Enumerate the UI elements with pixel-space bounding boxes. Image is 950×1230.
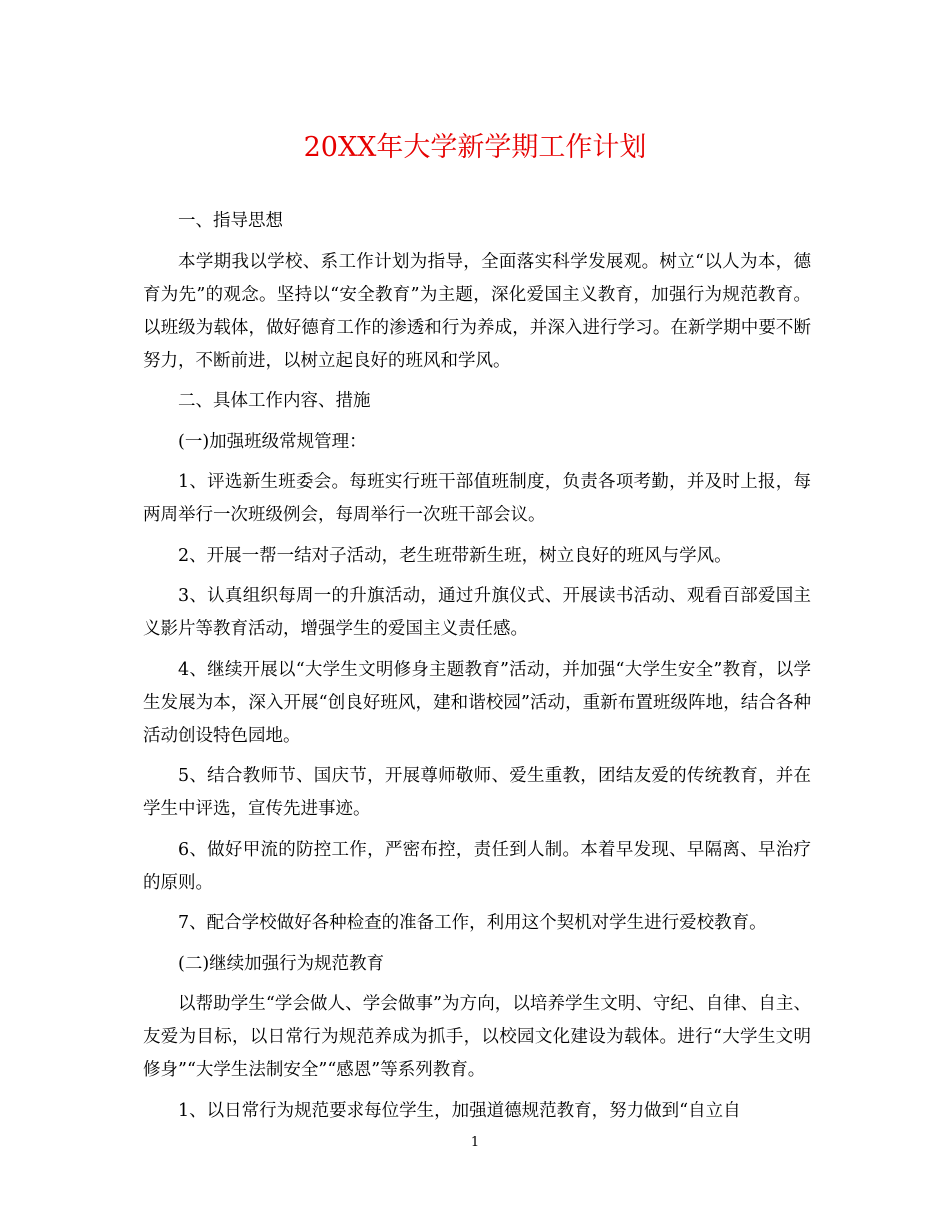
list-item: 6、做好甲流的防控工作，严密布控，责任到人制。本着早发现、早隔离、早治疗的原则。	[143, 839, 811, 893]
list-item: 7、配合学校做好各种检查的准备工作，利用这个契机对学生进行爱校教育。	[178, 913, 767, 933]
list-item: 3、认真组织每周一的升旗活动，通过升旗仪式、开展读书活动、观看百部爱国主义影片等教育活动，增强学生的爱国主义责任感。	[143, 586, 811, 639]
document-body	[143, 205, 811, 1135]
subsection-heading-behavior-education: (二)继续加强行为规范教育	[178, 953, 385, 974]
paragraph: 本学期我以学校、系工作计划为指导，全面落实科学发展观。树立“以人为本，德育为先”的观念。坚持以“安全教育”为主题，深化爱国主义教育，加强行为规范教育。以班级为载体，做好德育工作的渗透和行为养成，并深入进行学习。在新学期中要不断努力，不断前进，以树立起良好的班风和学风。	[143, 251, 811, 371]
section-heading-guiding-ideology: 一、指导思想	[178, 211, 283, 231]
subsection-heading-class-management: (一)加强班级常规管理：	[178, 431, 367, 452]
paragraph: 以帮助学生“学会做人、学会做事”为方向，以培养学生文明、守纪、自律、自主、友爱为目标，以日常行为规范养成为抓手，以校园文化建设为载体。进行“大学生文明修身”“大学生法制安全”“感恩”等系列教育。	[143, 994, 811, 1080]
section-heading-work-content: 二、具体工作内容、措施	[178, 391, 371, 411]
document-title: 20XX年大学新学期工作计划	[303, 132, 647, 163]
list-item: 1、评选新生班委会。每班实行班干部值班制度，负责各项考勤，并及时上报，每两周举行一次班级例会，每周举行一次班干部会议。	[143, 472, 811, 525]
page-number: 1	[470, 1135, 480, 1150]
list-item: 5、结合教师节、国庆节，开展尊师敬师、爱生重教，团结友爱的传统教育，并在学生中评选，宣传先进事迹。	[143, 766, 811, 819]
list-item: 4、继续开展以“大学生文明修身主题教育”活动，并加强“大学生安全”教育，以学生发展为本，深入开展“创良好班风，建和谐校园”活动，重新布置班级阵地，结合各种活动创设特色园地。	[143, 659, 811, 746]
list-item: 1、以日常行为规范要求每位学生，加强道德规范教育，努力做到“自立自	[178, 1100, 741, 1121]
list-item: 2、开展一帮一结对子活动，老生班带新生班，树立良好的班风与学风。	[178, 545, 732, 566]
